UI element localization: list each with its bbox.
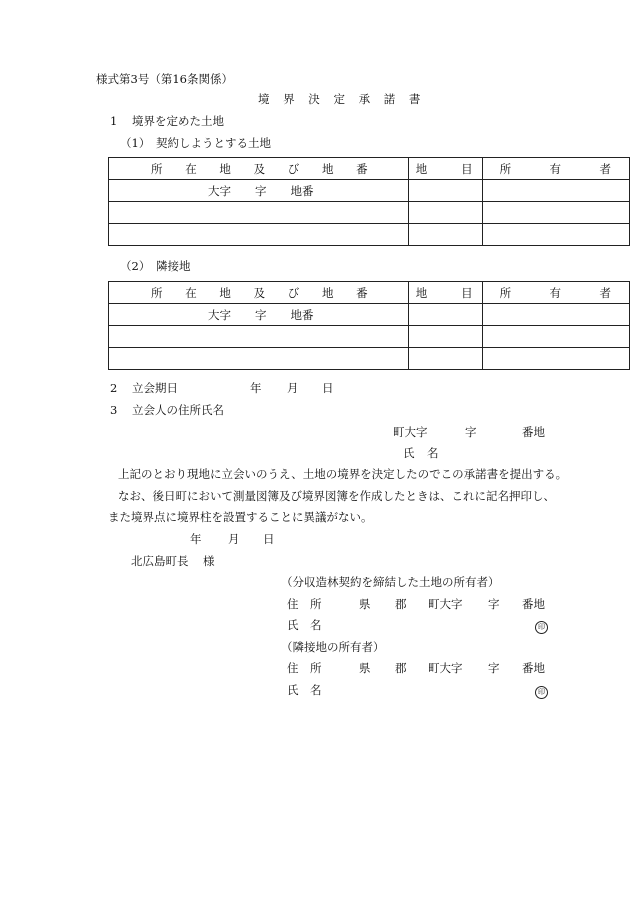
owner-cell[interactable] — [482, 202, 629, 224]
owner1-address-label-2: 所 — [310, 597, 322, 611]
witness-aza: 字 — [465, 425, 477, 439]
header-owner: 所 有 者 — [482, 282, 629, 304]
land-category-cell[interactable] — [408, 326, 482, 348]
meeting-year-label: 年 — [250, 381, 262, 395]
form-label: 様式第3号（第16条関係） — [96, 72, 233, 86]
header-location: 所 在 地 及 び 地 番 — [109, 282, 409, 304]
owner1-name-label-2: 名 — [310, 618, 322, 632]
table-header-row — [109, 158, 630, 180]
location-cell[interactable] — [109, 348, 409, 370]
land-table — [108, 157, 630, 246]
date-day-label: 日 — [263, 532, 275, 546]
owner2-town-oaza: 町大字 — [428, 661, 463, 675]
location-cell[interactable] — [109, 326, 409, 348]
header-land-category: 地 目 — [408, 282, 482, 304]
date-year-label: 年 — [190, 532, 202, 546]
owner-cell[interactable] — [482, 348, 629, 370]
witness-banchi: 番地 — [522, 425, 545, 439]
table-row — [109, 224, 630, 246]
owner1-address-label-1: 住 — [287, 597, 299, 611]
owner1-district: 郡 — [395, 597, 407, 611]
header-land-category: 地 目 — [408, 158, 482, 180]
page-title: 境 界 決 定 承 諾 書 — [258, 92, 423, 106]
land-category-cell[interactable] — [408, 202, 482, 224]
addressee-name: 北広島町長 — [131, 554, 189, 568]
seal-icon: 印 — [535, 686, 548, 699]
owner2-district: 郡 — [395, 661, 407, 675]
owner-cell[interactable] — [482, 180, 629, 202]
owner1-name-label-1: 氏 — [287, 618, 299, 632]
owner2-name-label-2: 名 — [310, 683, 322, 697]
adjacent-land-table — [108, 281, 630, 370]
location-cell[interactable] — [109, 224, 409, 246]
table-row — [109, 348, 630, 370]
land-category-cell[interactable] — [408, 224, 482, 246]
owner2-aza: 字 — [488, 661, 500, 675]
header-location: 所 在 地 及 び 地 番 — [109, 158, 409, 180]
sub2-label: （2） — [120, 259, 151, 273]
location-cell[interactable]: 大字 字 地番 — [109, 180, 409, 202]
section3-heading: 立会人の住所氏名 — [132, 403, 224, 417]
owner2-address-label-1: 住 — [287, 661, 299, 675]
owner2-address-label-2: 所 — [310, 661, 322, 675]
meeting-day-label: 日 — [322, 381, 334, 395]
land-category-cell[interactable] — [408, 304, 482, 326]
land-category-cell[interactable] — [408, 348, 482, 370]
section3-number: 3 — [110, 403, 118, 417]
witness-town-oaza: 町大字 — [393, 425, 428, 439]
owner1-town-oaza: 町大字 — [428, 597, 463, 611]
seal-icon: 印 — [535, 621, 548, 634]
table-row — [109, 304, 630, 326]
owner1-aza: 字 — [488, 597, 500, 611]
location-cell[interactable]: 大字 字 地番 — [109, 304, 409, 326]
owner2-heading: （隣接地の所有者） — [281, 640, 385, 654]
sub1-label: （1） — [120, 136, 151, 150]
header-owner: 所 有 者 — [482, 158, 629, 180]
owner2-prefecture: 県 — [359, 661, 371, 675]
meeting-month-label: 月 — [287, 381, 299, 395]
owner1-heading: （分収造林契約を締結した土地の所有者） — [281, 575, 500, 589]
owner2-banchi: 番地 — [522, 661, 545, 675]
section2-heading: 立会期日 — [132, 381, 178, 395]
date-month-label: 月 — [228, 532, 240, 546]
section1-number: 1 — [110, 114, 118, 128]
body-line-3: また境界点に境界柱を設置することに異議がない。 — [108, 510, 373, 524]
owner-cell[interactable] — [482, 224, 629, 246]
owner1-banchi: 番地 — [522, 597, 545, 611]
section1-heading: 境界を定めた土地 — [132, 114, 224, 128]
addressee-honorific: 様 — [203, 554, 215, 568]
table-header-row — [109, 282, 630, 304]
owner1-prefecture: 県 — [359, 597, 371, 611]
land-category-cell[interactable] — [408, 180, 482, 202]
table-row — [109, 180, 630, 202]
owner-cell[interactable] — [482, 326, 629, 348]
section2-number: 2 — [110, 381, 118, 395]
owner2-name-label-1: 氏 — [287, 683, 299, 697]
table-row — [109, 326, 630, 348]
sub2-heading: 隣接地 — [156, 259, 191, 273]
witness-name-label-1: 氏 — [403, 446, 415, 460]
body-line-1: 上記のとおり現地に立会いのうえ、土地の境界を決定したのでこの承諾書を提出する。 — [118, 467, 568, 481]
body-line-2: なお、後日町において測量図簿及び境界図簿を作成したときは、これに記名押印し、 — [118, 489, 555, 503]
owner-cell[interactable] — [482, 304, 629, 326]
table-row — [109, 202, 630, 224]
sub1-heading: 契約しようとする土地 — [156, 136, 271, 150]
location-cell[interactable] — [109, 202, 409, 224]
witness-name-label-2: 名 — [427, 446, 439, 460]
